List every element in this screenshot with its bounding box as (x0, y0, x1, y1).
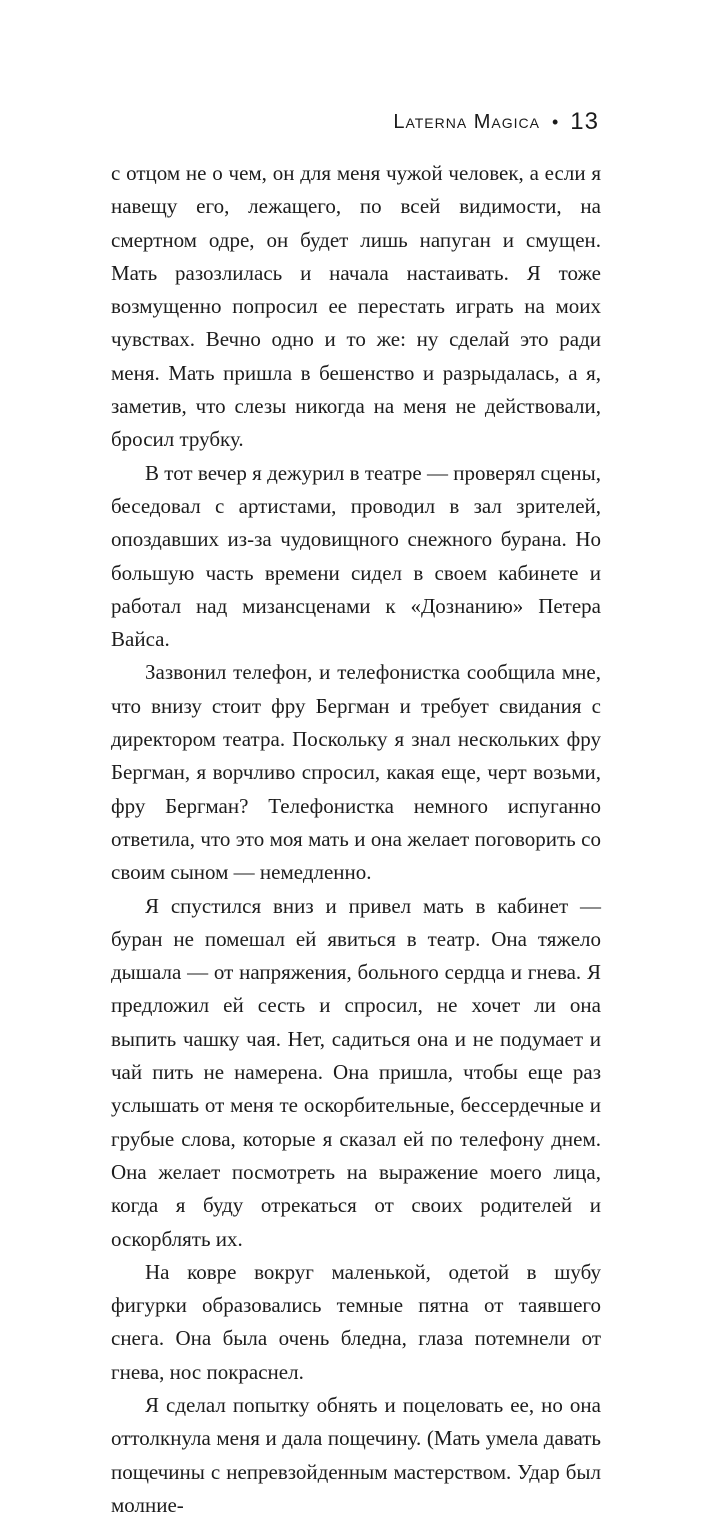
page-number: 13 (570, 108, 599, 135)
paragraph-6: Я сделал попытку обнять и поцеловать ее, но она оттолкнула меня и дала пощечину. (Мать умела давать пощечины с непревзойденным мастерством. Удар был молние- (111, 1392, 601, 1517)
running-header (393, 107, 599, 137)
header-separator: • (551, 111, 559, 132)
paragraph-5: На ковре вокруг маленькой, одетой в шубу фигурки образовались темные пятна от таявшего снега. Она была очень бледна, глаза потемнели от гнева, нос покраснел. (111, 1259, 601, 1384)
paragraph-1: с отцом не о чем, он для меня чужой человек, а если я навещу его, лежащего, по всей видимости, на смертном одре, он будет лишь напуган и смущен. Мать разозлилась и начала настаивать. Я тоже возмущенно попросил ее перестать играть на моих чувствах. Вечно одно и то же: ну сделай это ради меня. Мать пришла в бешенство и разрыдалась, а я, заметив, что слезы никогда на меня не действовали, бросил трубку. (111, 161, 601, 452)
book-title: Laterna Magica (393, 110, 540, 133)
body-text (111, 157, 601, 1522)
paragraph-2: В тот вечер я дежурил в театре — проверял сцены, беседовал с артистами, проводил в зал зрителей, опоздавших из-за чудовищного снежного бурана. Но большую часть времени сидел в своем кабинете и работал над мизансценами к «Дознанию» Петера Вайса. (111, 460, 601, 652)
paragraph-3: Зазвонил телефон, и телефонистка сообщила мне, что внизу стоит фру Бергман и требует свидания с директором театра. Поскольку я знал нескольких фру Бергман, я ворчливо спросил, какая еще, черт возьми, фру Бергман? Телефонистка немного испуганно ответила, что это моя мать и она желает поговорить со своим сыном — немедленно. (111, 660, 601, 885)
paragraph-4: Я спустился вниз и привел мать в кабинет — буран не помешал ей явиться в театр. Она тяжело дышала — от напряжения, больного сердца и гнева. Я предложил ей сесть и спросил, не хочет ли она выпить чашку чая. Нет, садиться она и не подумает и чай пить не намерена. Она пришла, чтобы еще раз услышать от меня те оскорбительные, бессердечные и грубые слова, которые я сказал ей по телефону днем. Она желает посмотреть на выражение моего лица, когда я буду отрекаться от своих родителей и оскорблять их. (111, 893, 601, 1251)
